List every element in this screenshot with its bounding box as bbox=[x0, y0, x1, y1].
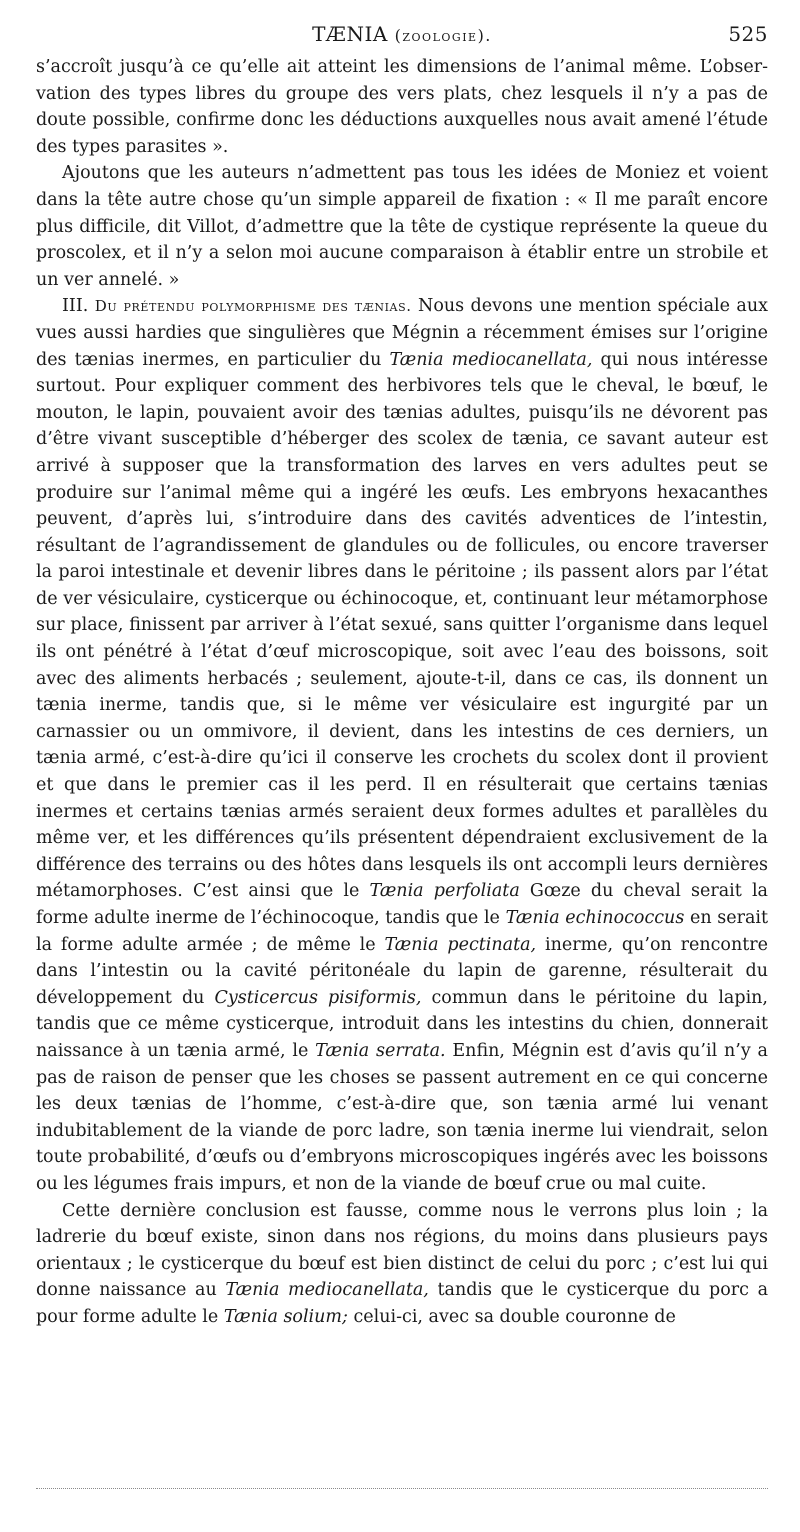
italic-term: Tænia echinococcus bbox=[505, 908, 685, 928]
italic-term: Tænia perfoliata bbox=[369, 881, 520, 902]
italic-term: Tænia mediocanellata, bbox=[225, 1280, 429, 1301]
italic-term: Tænia solium; bbox=[223, 1306, 348, 1327]
text-run: Enfin, Mégnin est d’avis qu’il n’y a pas de raison de penser que les choses se passent autrement en ce qui concerne les deux tænias de l’homme, c’est-à-dire que, son tænia armé lui venant indubitablement de la viande de porc ladre, son tænia inerme lui viendrait, selon toute probabilité, d’œufs ou d’embryons microscopiques ingérés avec les boissons ou les légumes frais impurs, et non de la viande de bœuf crue ou mal cuite. bbox=[36, 1040, 768, 1194]
running-head bbox=[36, 14, 768, 54]
text-run: en serait la forme adulte armée ; de même le bbox=[36, 908, 769, 955]
text-run: Nous devons une mention spéciale aux vues aussi hardies que singulières que Mégnin a récemment émises sur l’origine des tænias inermes, en particulier du bbox=[36, 296, 768, 370]
body-text bbox=[36, 54, 768, 1331]
text-run: s’accroît jusqu’à ce qu’elle ait atteint les dimensions de l’animal même. L’observation des types libres du groupe des vers plats, chez lesquels il n’y a pas de doute possible, confirme donc les déductions auxquelles nous avait amené l’étude des types parasites ». bbox=[36, 57, 768, 157]
paragraph-p1 bbox=[36, 54, 768, 160]
running-title bbox=[36, 22, 768, 46]
section-heading: Du prétendu polymorphisme des tænias. bbox=[94, 297, 412, 316]
page-number: 525 bbox=[728, 22, 768, 46]
paragraph-p4 bbox=[36, 1198, 768, 1331]
italic-term: Tænia mediocanellata, bbox=[389, 349, 593, 370]
text-run: III. bbox=[62, 296, 95, 317]
paragraph-p2 bbox=[36, 160, 768, 293]
text-run: Cette dernière conclusion est fausse, comme nous le verrons plus loin ; la ladrerie du bœuf existe, sinon dans nos régions, du moins dans plusieurs pays orientaux ; le cysticerque du bœuf est bien distinct de celui du porc ; c’est lui qui donne naissance au bbox=[36, 1200, 768, 1301]
running-title-sub: (zoologie). bbox=[394, 26, 492, 45]
running-title-main: TÆNIA bbox=[312, 22, 388, 46]
text-run: Ajoutons que les auteurs n’admettent pas tous les idées de Moniez et voient dans la tête autre chose qu’un simple appareil de fixation : « Il me paraît encore plus difficile, dit Villot, d’admettre que la tête de cystique représente la queue du proscolex, et il n’y a selon moi aucune comparaison à établir entre un strobile et un ver annelé. » bbox=[36, 163, 768, 290]
italic-term: Tænia pectinata, bbox=[384, 934, 537, 955]
text-run: qui nous intéresse surtout. Pour expliquer comment des herbivores tels que le cheval, le bœuf, le mouton, le lapin, pouvaient avoir des tænias adultes, puisqu’ils ne dévorent pas d’être vivant susceptible d’héberger des scolex de tænia, ce savant auteur est arrivé à supposer que la transformation des larves en vers adultes peut se produire sur l’animal même qui a ingéré les œufs. Les embryons hexacanthes peuvent, d’après lui, s’introduire dans des cavités adventices de l’intestin, résultant de l’agrandissement de glandules ou de follicules, ou encore traverser la paroi intestinale et devenir libres dans le péritoine ; ils passent alors par l’état de ver vésiculaire, cysticerque ou échinocoque, et, continuant leur métamorphose sur place, finissent par arriver à l’état sexué, sans quitter l’organisme dans lequel ils ont pénétré à l’état d’œuf microscopique, soit avec l’eau des boissons, soit avec des aliments herbacés ; seulement, ajoute-t-il, dans ce cas, ils donnent un tænia inerme, tandis que, si le même ver vésiculaire est ingurgité par un carnassier ou un ommivore, il devient, dans les intestins de ces derniers, un tænia armé, c’est-à-dire qu’ici il conserve les crochets du scolex dont il provient et que dans le premier cas il les perd. Il en résulterait que certains tænias inermes et certains tænias armés seraient deux formes adultes et parallèles du même ver, et les différences qu’ils présentent dépendraient exclusivement de la différence des terrains ou des hôtes dans lesquels ils ont accompli leurs dernières métamorphoses. C’est ainsi que le bbox=[36, 349, 769, 902]
italic-term: Cysticercus pisiformis, bbox=[214, 987, 422, 1008]
page bbox=[36, 14, 768, 1331]
text-run: inerme, qu’on rencontre dans l’intestin ou la cavité péritonéale du lapin de garenne, résulterait du développement du bbox=[36, 934, 768, 1008]
footer-dotted-rule bbox=[36, 1488, 768, 1489]
italic-term: Tænia serrata. bbox=[315, 1040, 446, 1061]
text-run: celui-ci, avec sa double couronne de bbox=[347, 1306, 676, 1327]
text-run: tandis que le cysticerque du porc a pour forme adulte le bbox=[36, 1280, 769, 1327]
paragraph-p3 bbox=[36, 293, 768, 1197]
text-run: commun dans le péritoine du lapin, tandis que ce même cysticerque, introduit dans les intestins du chien, donnerait naissance à un tænia armé, le bbox=[36, 987, 768, 1061]
text-run: Gœze du cheval serait la forme adulte inerme de l’échinocoque, tandis que le bbox=[36, 881, 768, 928]
